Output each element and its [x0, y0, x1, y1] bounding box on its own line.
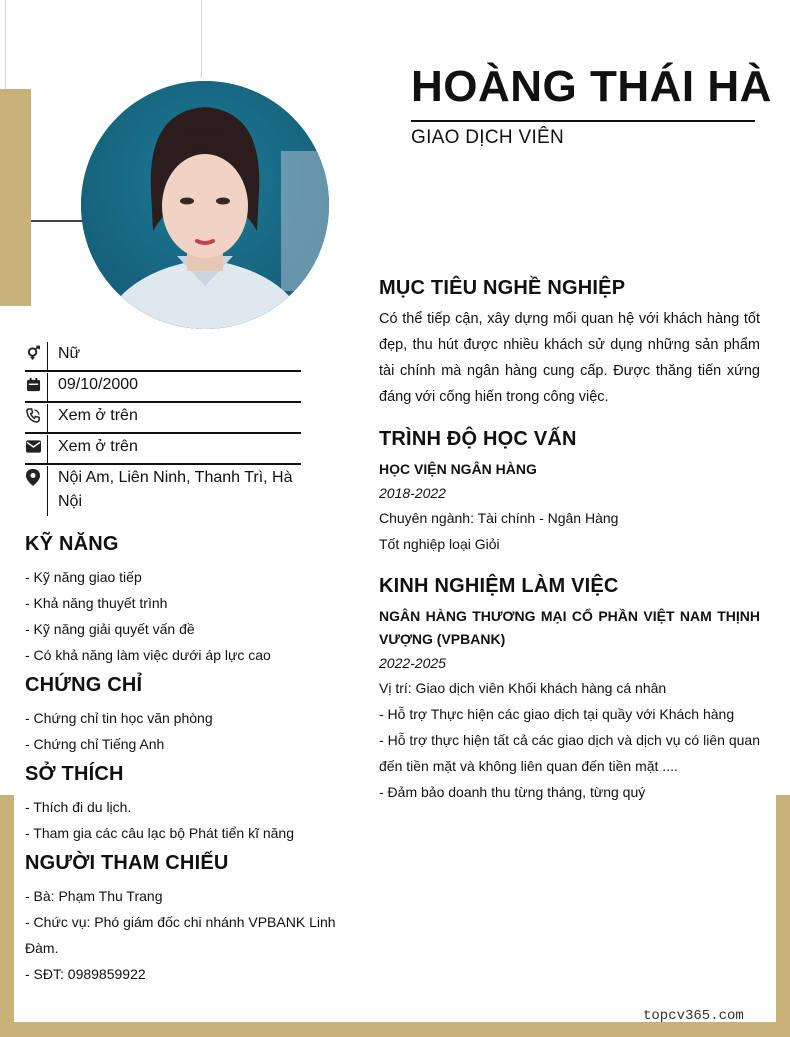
objective-text: Có thể tiếp cận, xây dựng mối quan hệ với khách hàng tốt đẹp, thu hút được nhiều khách sử dụng những sản phẩm tài chính mà ngân hàng cung cấp. Được thăng tiến xứng đáng với cống hiến trong công việc.: [379, 311, 760, 405]
contact-phone-text: Xem ở trên: [58, 407, 138, 424]
gold-frame-right: [776, 795, 790, 1037]
candidate-role: GIAO DỊCH VIÊN: [411, 127, 565, 148]
contact-separator: [47, 404, 48, 432]
certificate-item: - Chứng chỉ tin học văn phòng: [25, 710, 213, 726]
education-title: TRÌNH ĐỘ HỌC VẤN: [379, 428, 577, 450]
portrait-image: [81, 81, 329, 329]
objective-title: MỤC TIÊU NGHỀ NGHIỆP: [379, 277, 626, 299]
experience-duty: - Đảm bảo doanh thu từng tháng, từng quý: [379, 784, 646, 800]
education-period: 2018-2022: [379, 485, 446, 501]
contact-birthday-text: 09/10/2000: [58, 376, 139, 393]
contact-gender: [25, 342, 301, 372]
education-major: Chuyên ngành: Tài chính - Ngân Hàng: [379, 510, 619, 526]
certificate-item: - Chứng chỉ Tiếng Anh: [25, 736, 165, 752]
experience-duty: - Hỗ trợ Thực hiện các giao dịch tại quầy với Khách hàng: [379, 706, 735, 722]
hobbies-title: SỞ THÍCH: [25, 763, 124, 785]
contact-separator: [47, 466, 48, 516]
reference-item: - SĐT: 0989859922: [25, 966, 146, 982]
contact-separator: [47, 373, 48, 401]
name-divider: [411, 120, 755, 122]
calendar-icon: [25, 375, 41, 393]
phone-icon: [25, 406, 41, 424]
experience-title: KINH NGHIỆM LÀM VIỆC: [379, 575, 619, 597]
candidate-name: HOÀNG THÁI HÀ: [411, 62, 772, 111]
location-icon: [25, 468, 41, 486]
education-grade: Tốt nghiệp loại Giỏi: [379, 536, 500, 552]
profile-photo: [81, 81, 329, 329]
footer-watermark: topcv365.com: [643, 1008, 744, 1024]
contact-email-text: Xem ở trên: [58, 438, 138, 455]
gender-icon: [25, 344, 41, 362]
contact-phone: [25, 404, 301, 434]
skills-title: KỸ NĂNG: [25, 533, 119, 555]
contact-email: [25, 435, 301, 465]
frame-line-top-right: [201, 0, 202, 78]
gold-frame-bottom: [0, 1022, 790, 1037]
email-icon: [25, 437, 41, 455]
contact-separator: [47, 435, 48, 463]
experience-period: 2022-2025: [379, 655, 446, 671]
contact-gender-text: Nữ: [58, 345, 81, 362]
frame-line-top-left: [5, 0, 6, 92]
experience-company: NGÂN HÀNG THƯƠNG MẠI CỔ PHẦN VIỆT NAM THỊNH VƯỢNG (VPBANK): [379, 608, 760, 647]
frame-shadow: [31, 220, 83, 222]
hobby-item: - Tham gia các câu lạc bộ Phát tiển kĩ năng: [25, 825, 295, 841]
gold-bar-left: [0, 89, 31, 306]
contact-separator: [47, 342, 48, 370]
skill-item: - Kỹ năng giao tiếp: [25, 569, 142, 585]
reference-item: - Bà: Phạm Thu Trang: [25, 888, 163, 904]
references-title: NGƯỜI THAM CHIẾU: [25, 852, 229, 874]
skill-item: - Khả năng thuyết trình: [25, 595, 168, 611]
experience-position: Vị trí: Giao dịch viên Khối khách hàng cá nhân: [379, 680, 667, 696]
contact-address-text: Nội Am, Liên Ninh, Thanh Trì, Hà Nội: [58, 469, 293, 510]
experience-duty: - Hỗ trợ thực hiện tất cả các giao dịch và dịch vụ có liên quan đến tiền mặt và không liên quan đến tiền mặt ....: [379, 732, 760, 774]
contact-address: [25, 466, 301, 516]
skill-item: - Có khả năng làm việc dưới áp lực cao: [25, 647, 271, 663]
certificates-title: CHỨNG CHỈ: [25, 674, 143, 696]
skill-item: - Kỹ năng giải quyết vấn đề: [25, 621, 195, 637]
contact-birthday: [25, 373, 301, 403]
education-school: HỌC VIỆN NGÂN HÀNG: [379, 461, 537, 477]
reference-item: - Chức vụ: Phó giám đốc chi nhánh VPBANK Linh Đàm.: [25, 914, 336, 956]
gold-frame-left: [0, 795, 14, 1037]
hobby-item: - Thích đi du lịch.: [25, 799, 132, 815]
